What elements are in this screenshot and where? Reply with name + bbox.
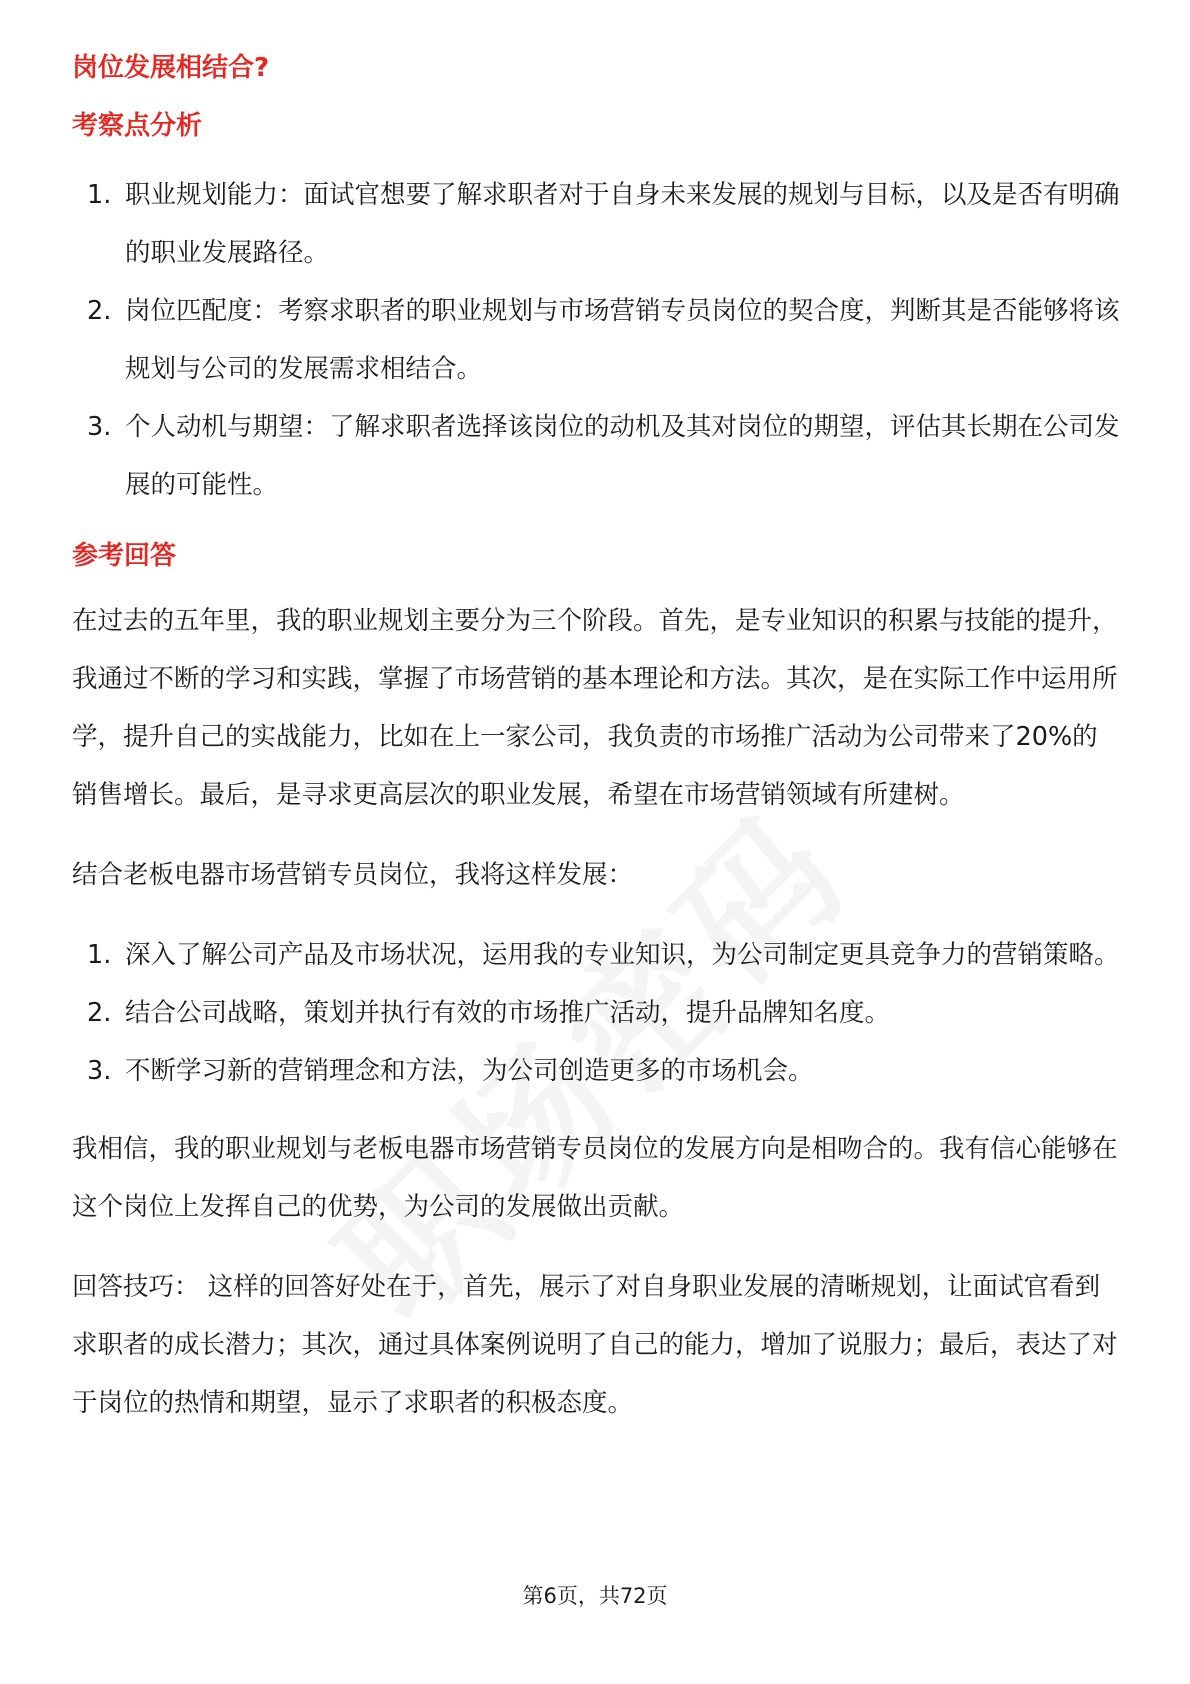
list-item-text: 不断学习新的营销理念和方法，为公司创造更多的市场机会。 xyxy=(125,1056,814,1086)
list-item-text: 结合公司战略，策划并执行有效的市场推广活动，提升品牌知名度。 xyxy=(125,998,891,1028)
list-item-number: 3. xyxy=(87,412,112,442)
list-item-number: 1. xyxy=(87,940,112,970)
list-item-text: 职业规划能力：面试官想要了解求职者对于自身未来发展的规划与目标，以及是否有明确的职业发展路径。 xyxy=(125,180,1120,268)
list-item-number: 1. xyxy=(87,180,112,210)
answer-paragraph: 在过去的五年里，我的职业规划主要分为三个阶段。首先，是专业知识的积累与技能的提升，我通过不断的学习和实践，掌握了市场营销的基本理论和方法。其次，是在实际工作中运用所学，提升自己的实战能力，比如在上一家公司，我负责的市场推广活动为公司带来了20%的销售增长。最后，是寻求更高层次的职业发展，希望在市场营销领域有所建树。 xyxy=(72,606,1118,810)
list-item-text: 岗位匹配度：考察求职者的职业规划与市场营销专员岗位的契合度，判断其是否能够将该规划与公司的发展需求相结合。 xyxy=(125,296,1120,384)
list-item xyxy=(72,926,1122,984)
tips-paragraph: 回答技巧： 这样的回答好处在于，首先，展示了对自身职业发展的清晰规划，让面试官看到求职者的成长潜力；其次，通过具体案例说明了自己的能力，增加了说服力；最后，表达了对于岗位的热情和期望，显示了求职者的积极态度。 xyxy=(72,1272,1118,1418)
conclusion-paragraph: 我相信，我的职业规划与老板电器市场营销专员岗位的发展方向是相吻合的。我有信心能够在这个岗位上发挥自己的优势，为公司的发展做出贡献。 xyxy=(72,1134,1118,1222)
page-content xyxy=(72,52,1122,1432)
answer-intro: 结合老板电器市场营销专员岗位，我将这样发展： xyxy=(72,860,634,890)
list-item xyxy=(72,1042,1122,1100)
list-item xyxy=(72,282,1122,398)
question-title: 岗位发展相结合? xyxy=(72,53,270,83)
list-item-number: 2. xyxy=(87,296,112,326)
answer-heading: 参考回答 xyxy=(72,541,177,571)
analysis-heading: 考察点分析 xyxy=(72,111,203,141)
page-number: 第6页，共72页 xyxy=(522,1584,668,1608)
list-item-text: 个人动机与期望：了解求职者选择该岗位的动机及其对岗位的期望，评估其长期在公司发展的可能性。 xyxy=(125,412,1120,500)
list-item-number: 3. xyxy=(87,1056,112,1086)
list-item-number: 2. xyxy=(87,998,112,1028)
list-item xyxy=(72,166,1122,282)
list-item xyxy=(72,984,1122,1042)
list-item-text: 深入了解公司产品及市场状况，运用我的专业知识，为公司制定更具竞争力的营销策略。 xyxy=(125,940,1120,970)
plan-list xyxy=(72,926,1122,1100)
list-item xyxy=(72,398,1122,514)
analysis-list xyxy=(72,166,1122,514)
